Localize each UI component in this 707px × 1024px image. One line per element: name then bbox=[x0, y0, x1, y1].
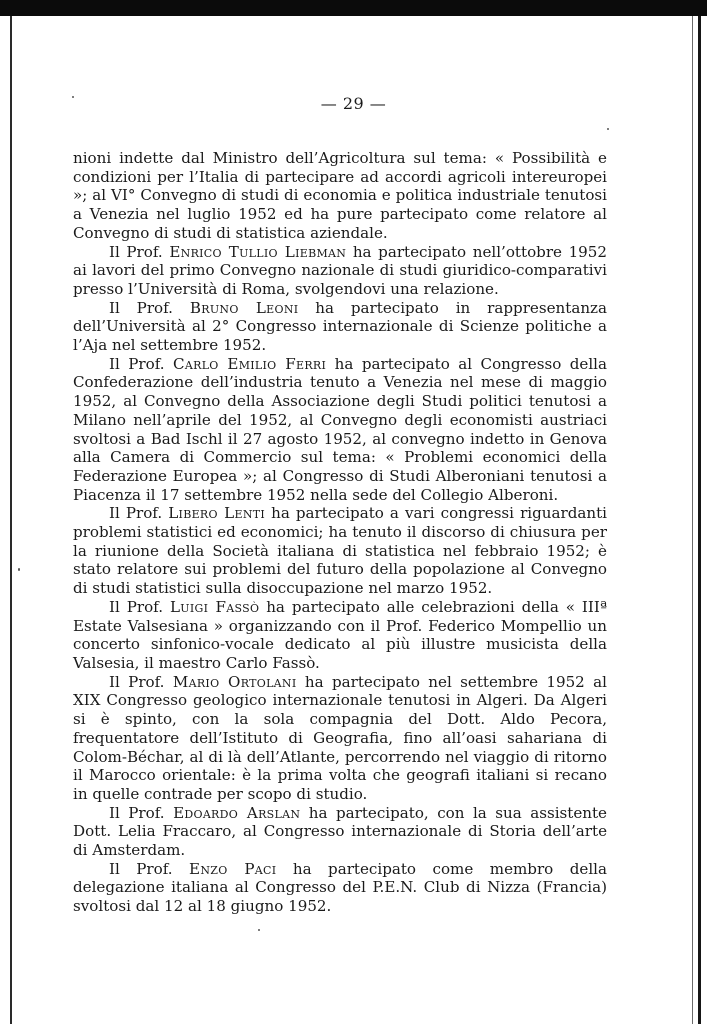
paragraph bbox=[73, 149, 607, 243]
paragraph-text: ha partecipato alle celebrazioni della « IIIª Estate Valsesiana » organizzando con il Prof. Federico Mompellio un concerto sinfonico-vocale dedicato al più illustre musicista della Valsesia, il maestro Carlo Fassò. bbox=[73, 597, 607, 672]
scan-right-border bbox=[698, 16, 701, 1024]
professor-name: Enrico Tullio Liebman bbox=[169, 242, 347, 261]
paragraph bbox=[73, 598, 607, 673]
page-number: — 29 — bbox=[320, 94, 387, 113]
paragraph-text: Il Prof. bbox=[109, 597, 170, 616]
paragraph-text: Il Prof. bbox=[109, 354, 174, 373]
paragraph bbox=[73, 860, 607, 916]
paragraph-text: ha partecipato in rappresentanza dell’Università al 2° Congresso internazionale di Scienze politiche a l’Aja nel settembre 1952. bbox=[73, 298, 607, 355]
scan-speck bbox=[18, 568, 20, 571]
paragraph bbox=[73, 299, 607, 355]
professor-name: Libero Lenti bbox=[168, 504, 266, 523]
professor-name: Mario Ortolani bbox=[172, 672, 297, 691]
paragraph bbox=[73, 504, 607, 598]
professor-name: Bruno Leoni bbox=[189, 298, 299, 317]
paragraph-text: Il Prof. bbox=[109, 504, 169, 523]
paragraph-text: Il Prof. bbox=[109, 803, 174, 822]
scan-left-border bbox=[10, 16, 12, 1024]
professor-name: Luigi Fassò bbox=[169, 597, 260, 616]
paragraph-text: Il Prof. bbox=[109, 298, 190, 317]
professor-name: Carlo Emilio Ferri bbox=[173, 354, 327, 373]
paragraph bbox=[73, 804, 607, 860]
scan-speck bbox=[607, 128, 609, 130]
paragraph-text: ha partecipato nell’ottobre 1952 ai lavori del primo Convegno nazionale di studi giuridico-comparativi presso l’Università di Roma, svolgendovi una relazione. bbox=[73, 242, 607, 298]
paragraph-text: ha partecipato come membro della delegazione italiana al Congresso del P.E.N. Club di Nizza (Francia) svoltosi dal 12 al 18 giugno 1952. bbox=[73, 859, 607, 916]
paragraph-text: ha partecipato a vari congressi riguardanti problemi statistici ed economici; ha tenuto il discorso di chiusura per la riunione della Società italiana di statistica nel febbraio 1952; è stato relatore sui problemi del futuro della popolazione al Convegno di studi statistici sulla disoccupazione nel marzo 1952. bbox=[73, 504, 607, 598]
paragraph-text: ha partecipato al Congresso della Confederazione dell’industria tenuto a Venezia nel mese di maggio 1952, al Convegno della Associazione degli Studi politici tenutosi a Milano nell’aprile del 1952, al Convegno degli economisti austriaci svoltosi a Bad Ischl il 27 agosto 1952, al convegno indetto in Genova alla Camera di Commercio sul tema: « Problemi economici della Federazione Europea »; al Congresso di Studi Alberoniani tenutosi a Piacenza il 17 settembre 1952 nella sede del Collegio Alberoni. bbox=[73, 354, 607, 504]
paragraph-text: Il Prof. bbox=[109, 672, 173, 691]
scan-speck bbox=[258, 929, 260, 931]
scan-speck bbox=[72, 96, 74, 98]
paragraph-text: ha partecipato, con la sua assistente Dott. Lelia Fraccaro, al Congresso internazionale di Storia dell’arte di Amsterdam. bbox=[73, 803, 607, 860]
paragraph bbox=[73, 355, 607, 505]
paragraph-text: Il Prof. bbox=[109, 242, 170, 261]
professor-name: Edoardo Arslan bbox=[173, 803, 301, 822]
scan-top-border bbox=[0, 0, 707, 16]
scan-right-border-inner bbox=[692, 16, 693, 1024]
paragraph-text: ha partecipato nel settembre 1952 al XIX Congresso geologico internazionale tenutosi in Algeri. Da Algeri si è spinto, con la sola compagnia del Dott. Aldo Pecora, frequentatore dell’Istituto di Geografia, fino all’oasi sahariana di Colom-Béchar, al di là dell’Atlante, percorrendo nel viaggio di ritorno il Marocco orientale: è la prima volta che geografi italiani si recano in quelle contrade per scopo di studio. bbox=[73, 672, 607, 803]
professor-name: Enzo Paci bbox=[189, 859, 277, 878]
paragraph-text: nioni indette dal Ministro dell’Agricoltura sul tema: « Possibilità e condizioni per l’Italia di partecipare ad accordi agricoli intereuropei »; al VI° Convegno di studi di economia e politica industriale tenutosi a Venezia nel luglio 1952 ed ha pure partecipato come relatore al Convegno di studi di statistica aziendale. bbox=[73, 149, 607, 242]
paragraph bbox=[73, 243, 607, 299]
page-body bbox=[73, 149, 607, 916]
paragraph-text: Il Prof. bbox=[109, 859, 190, 878]
paragraph bbox=[73, 673, 607, 804]
